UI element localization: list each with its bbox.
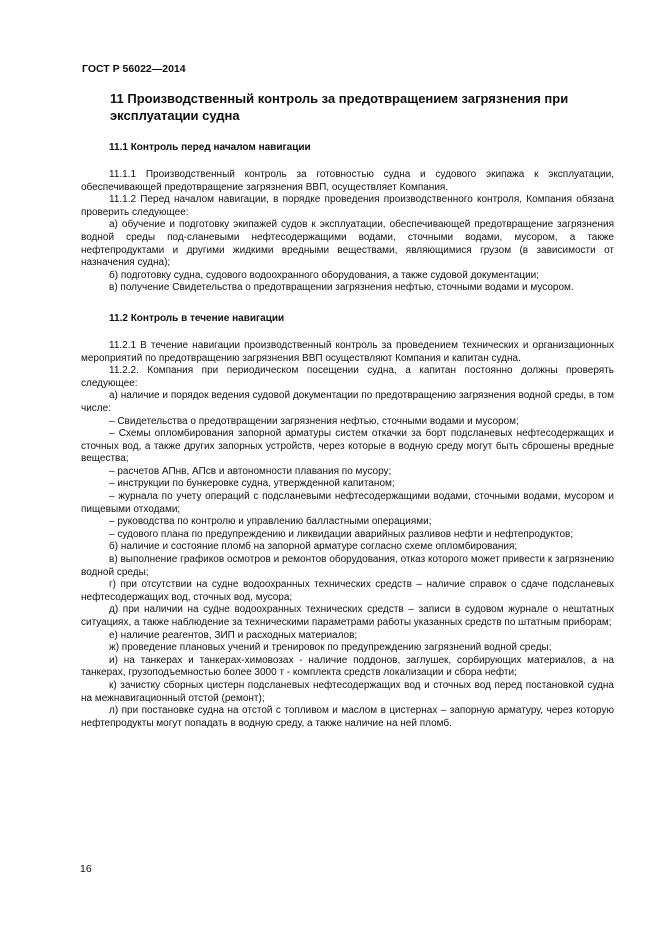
list-item: – судового плана по предупреждению и ликвидации аварийных разливов нефти и нефтепродуктов;	[109, 528, 574, 540]
section-title: 11 Производственный контроль за предотвращением загрязнения при эксплуатации судна	[110, 91, 569, 123]
list-item: е) наличие реагентов, ЗИП и расходных материалов;	[109, 629, 358, 641]
list-item: к) зачистку сборных цистерн подсланевых нефтесодержащих вод и сточных вод перед постановкой судна на межнавигационный отстой (ремонт);	[81, 679, 614, 704]
list-item: л) при постановке судна на отстой с топливом и маслом в цистернах – запорную арматуру, через которую нефтепродукты могут попадать в водную среду, а также наличие на ней пломб.	[81, 705, 614, 729]
list-item: – расчетов АПнв, АПсв и автономности плавания по мусору;	[109, 465, 392, 477]
list-item: ж) проведение плановых учений и тренировок по предупреждению загрязнений водной среды;	[109, 642, 552, 654]
page-number: 16	[80, 863, 92, 875]
document-body	[81, 90, 614, 730]
list-item: в) выполнение графиков осмотров и ремонтов оборудования, отказ которого может привести к загрязнению водной среды;	[81, 554, 614, 578]
paragraph: 11.1.1 Производственный контроль за готовностью судна и судового экипажа к эксплуатации, обеспечивающей предотвращение загрязнения ВВП, осуществляет Компания.	[81, 169, 614, 193]
list-item: – Схемы опломбирования запорной арматуры систем откачки за борт подсланевых нефтесодержащих и сточных вод, а также других запорных устройств, через которые в водную среду могут быть сброшены вредные вещества;	[81, 428, 614, 465]
paragraph: 11.2.2. Компания при периодическом посещении судна, а капитан постоянно должны проверять следующее:	[81, 365, 614, 389]
list-item: г) при отсутствии на судне водоохранных технических средств – наличие справок о сдаче подсланевых нефтесодержащих вод, сточных вод, мусора;	[81, 579, 614, 603]
document-header: ГОСТ Р 56022—2014	[82, 63, 186, 75]
list-item: – Свидетельства о предотвращении загрязнения нефтью, сточными водами и мусором;	[109, 415, 519, 427]
subsection-title-11-1: 11.1 Контроль перед началом навигации	[109, 142, 311, 153]
subsection-title-11-2: 11.2 Контроль в течение навигации	[109, 312, 285, 324]
list-item: д) при наличии на судне водоохранных технических средств – записи в судовом журнале о нештатных ситуациях, а также наблюдение за техническими параметрами работы указанных средств по штатным приборам;	[81, 604, 614, 628]
paragraph: 11.2.1 В течение навигации производственный контроль за проведением технических и организационных мероприятий по предотвращению загрязнения ВВП осуществляют Компания и капитан судна.	[81, 339, 614, 364]
list-item: – журнала по учету операций с подсланевыми нефтесодержащими водами, сточными водами, мусором и пищевыми отходами;	[81, 491, 614, 515]
list-item: в) получение Свидетельства о предотвращении загрязнения нефтью, сточными водами и мусором.	[109, 282, 574, 294]
list-item: – инструкции по бункеровке судна, утвержденной капитаном;	[109, 478, 395, 490]
list-item: а) обучение и подготовку экипажей судов к эксплуатации, обеспечивающей предотвращение загрязнения водной среды под-сланевыми нефтесодержащими водами, сточными водами, мусором, а также нефтепродуктами и другими жидкими вредными веществами, являющимися грузом (в зависимости от назначения судна);	[81, 219, 614, 269]
list-item: и) на танкерах и танкерах-химовозах - наличие поддонов, заглушек, сорбирующих материалов, а на танкерах, грузоподъемностью более 3000 т - комплекта средств локализации и сбора нефти;	[81, 654, 614, 679]
paragraph: 11.1.2 Перед началом навигации, в порядке проведения производственного контроля, Компания обязана проверить следующее:	[81, 194, 614, 218]
list-item: б) наличие и состояние пломб на запорной арматуре согласно схеме опломбирования;	[109, 541, 518, 553]
list-item: б) подготовку судна, судового водоохранного оборудования, а также судовой документации;	[109, 269, 540, 281]
list-item: а) наличие и порядок ведения судовой документации по предотвращению загрязнения водной среды, в том числе:	[81, 390, 614, 414]
list-item: – руководства по контролю и управлению балластными операциями;	[109, 516, 432, 528]
